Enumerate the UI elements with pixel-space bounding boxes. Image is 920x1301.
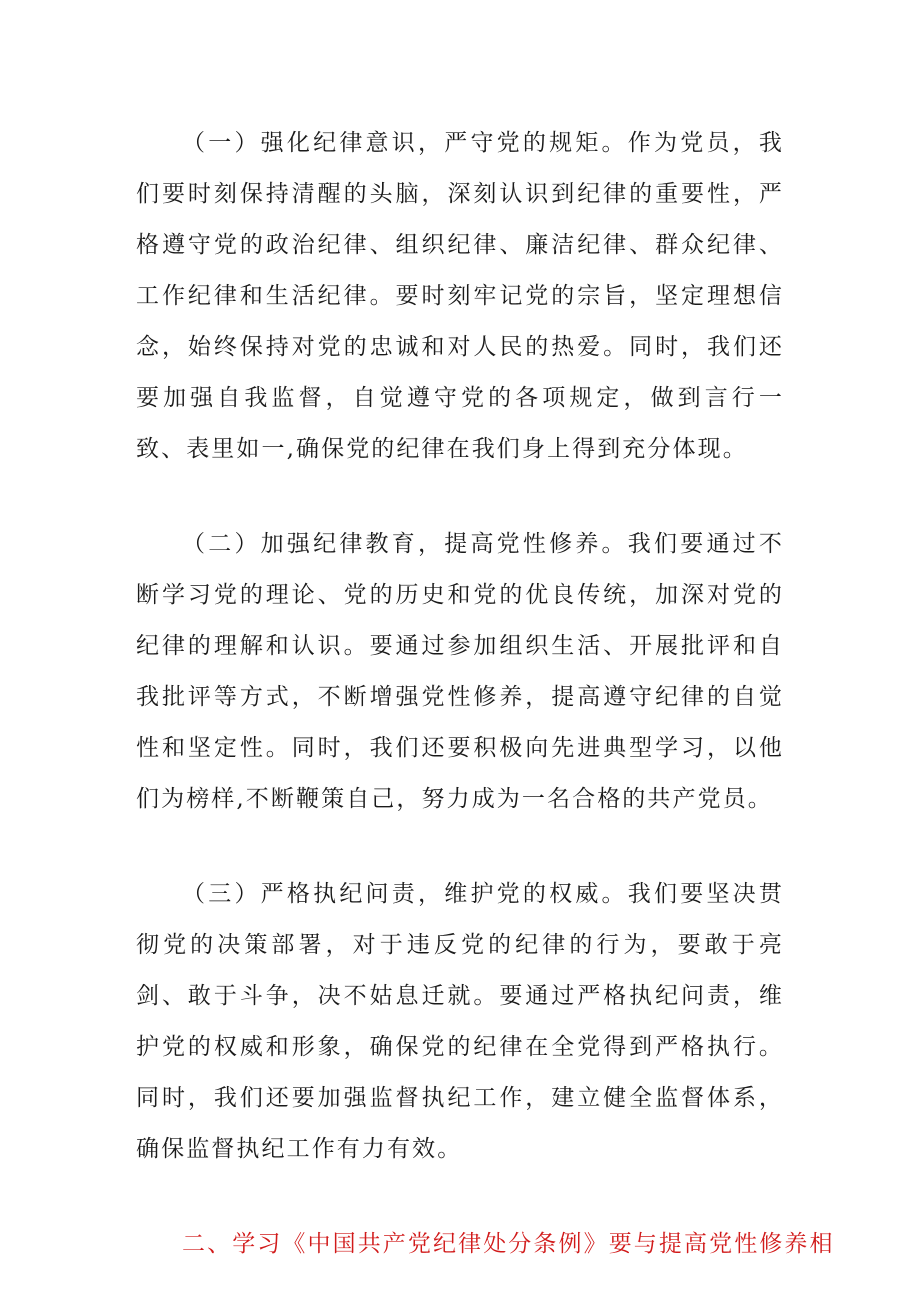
paragraph-2: （二）加强纪律教育，提高党性修养。我们要通过不断学习党的理论、党的历史和党的优良传统，加深对党的纪律的理解和认识。要通过参加组织生活、开展批评和自我批评等方式，不断增强党性修养，提高遵守纪律的自觉性和坚定性。同时，我们还要积极向先进典型学习，以他们为榜样,不断鞭策自己，努力成为一名合格的共产党员。 (136, 531, 784, 812)
document-page (136, 118, 835, 1293)
paragraph-1: （一）强化纪律意识，严守党的规矩。作为党员，我们要时刻保持清醒的头脑，深刻认识到纪律的重要性，严格遵守党的政治纪律、组织纪律、廉洁纪律、群众纪律、工作纪律和生活纪律。要时刻牢记党的宗旨，坚定理想信念，始终保持对党的忠诚和对人民的热爱。同时，我们还要加强自我监督，自觉遵守党的各项规定，做到言行一致、表里如一,确保党的纪律在我们身上得到充分体现。 (136, 130, 784, 462)
section-heading: 二、学习《中国共产党纪律处分条例》要与提高党性修养相 (182, 1231, 835, 1257)
paragraph-3: （三）严格执纪问责，维护党的权威。我们要坚决贯彻党的决策部署，对于违反党的纪律的行为，要敢于亮剑、敢于斗争，决不姑息迁就。要通过严格执纪问责，维护党的权威和形象，确保党的纪律在全党得到严格执行。同时，我们还要加强监督执纪工作，建立健全监督体系，确保监督执纪工作有力有效。 (136, 881, 784, 1162)
